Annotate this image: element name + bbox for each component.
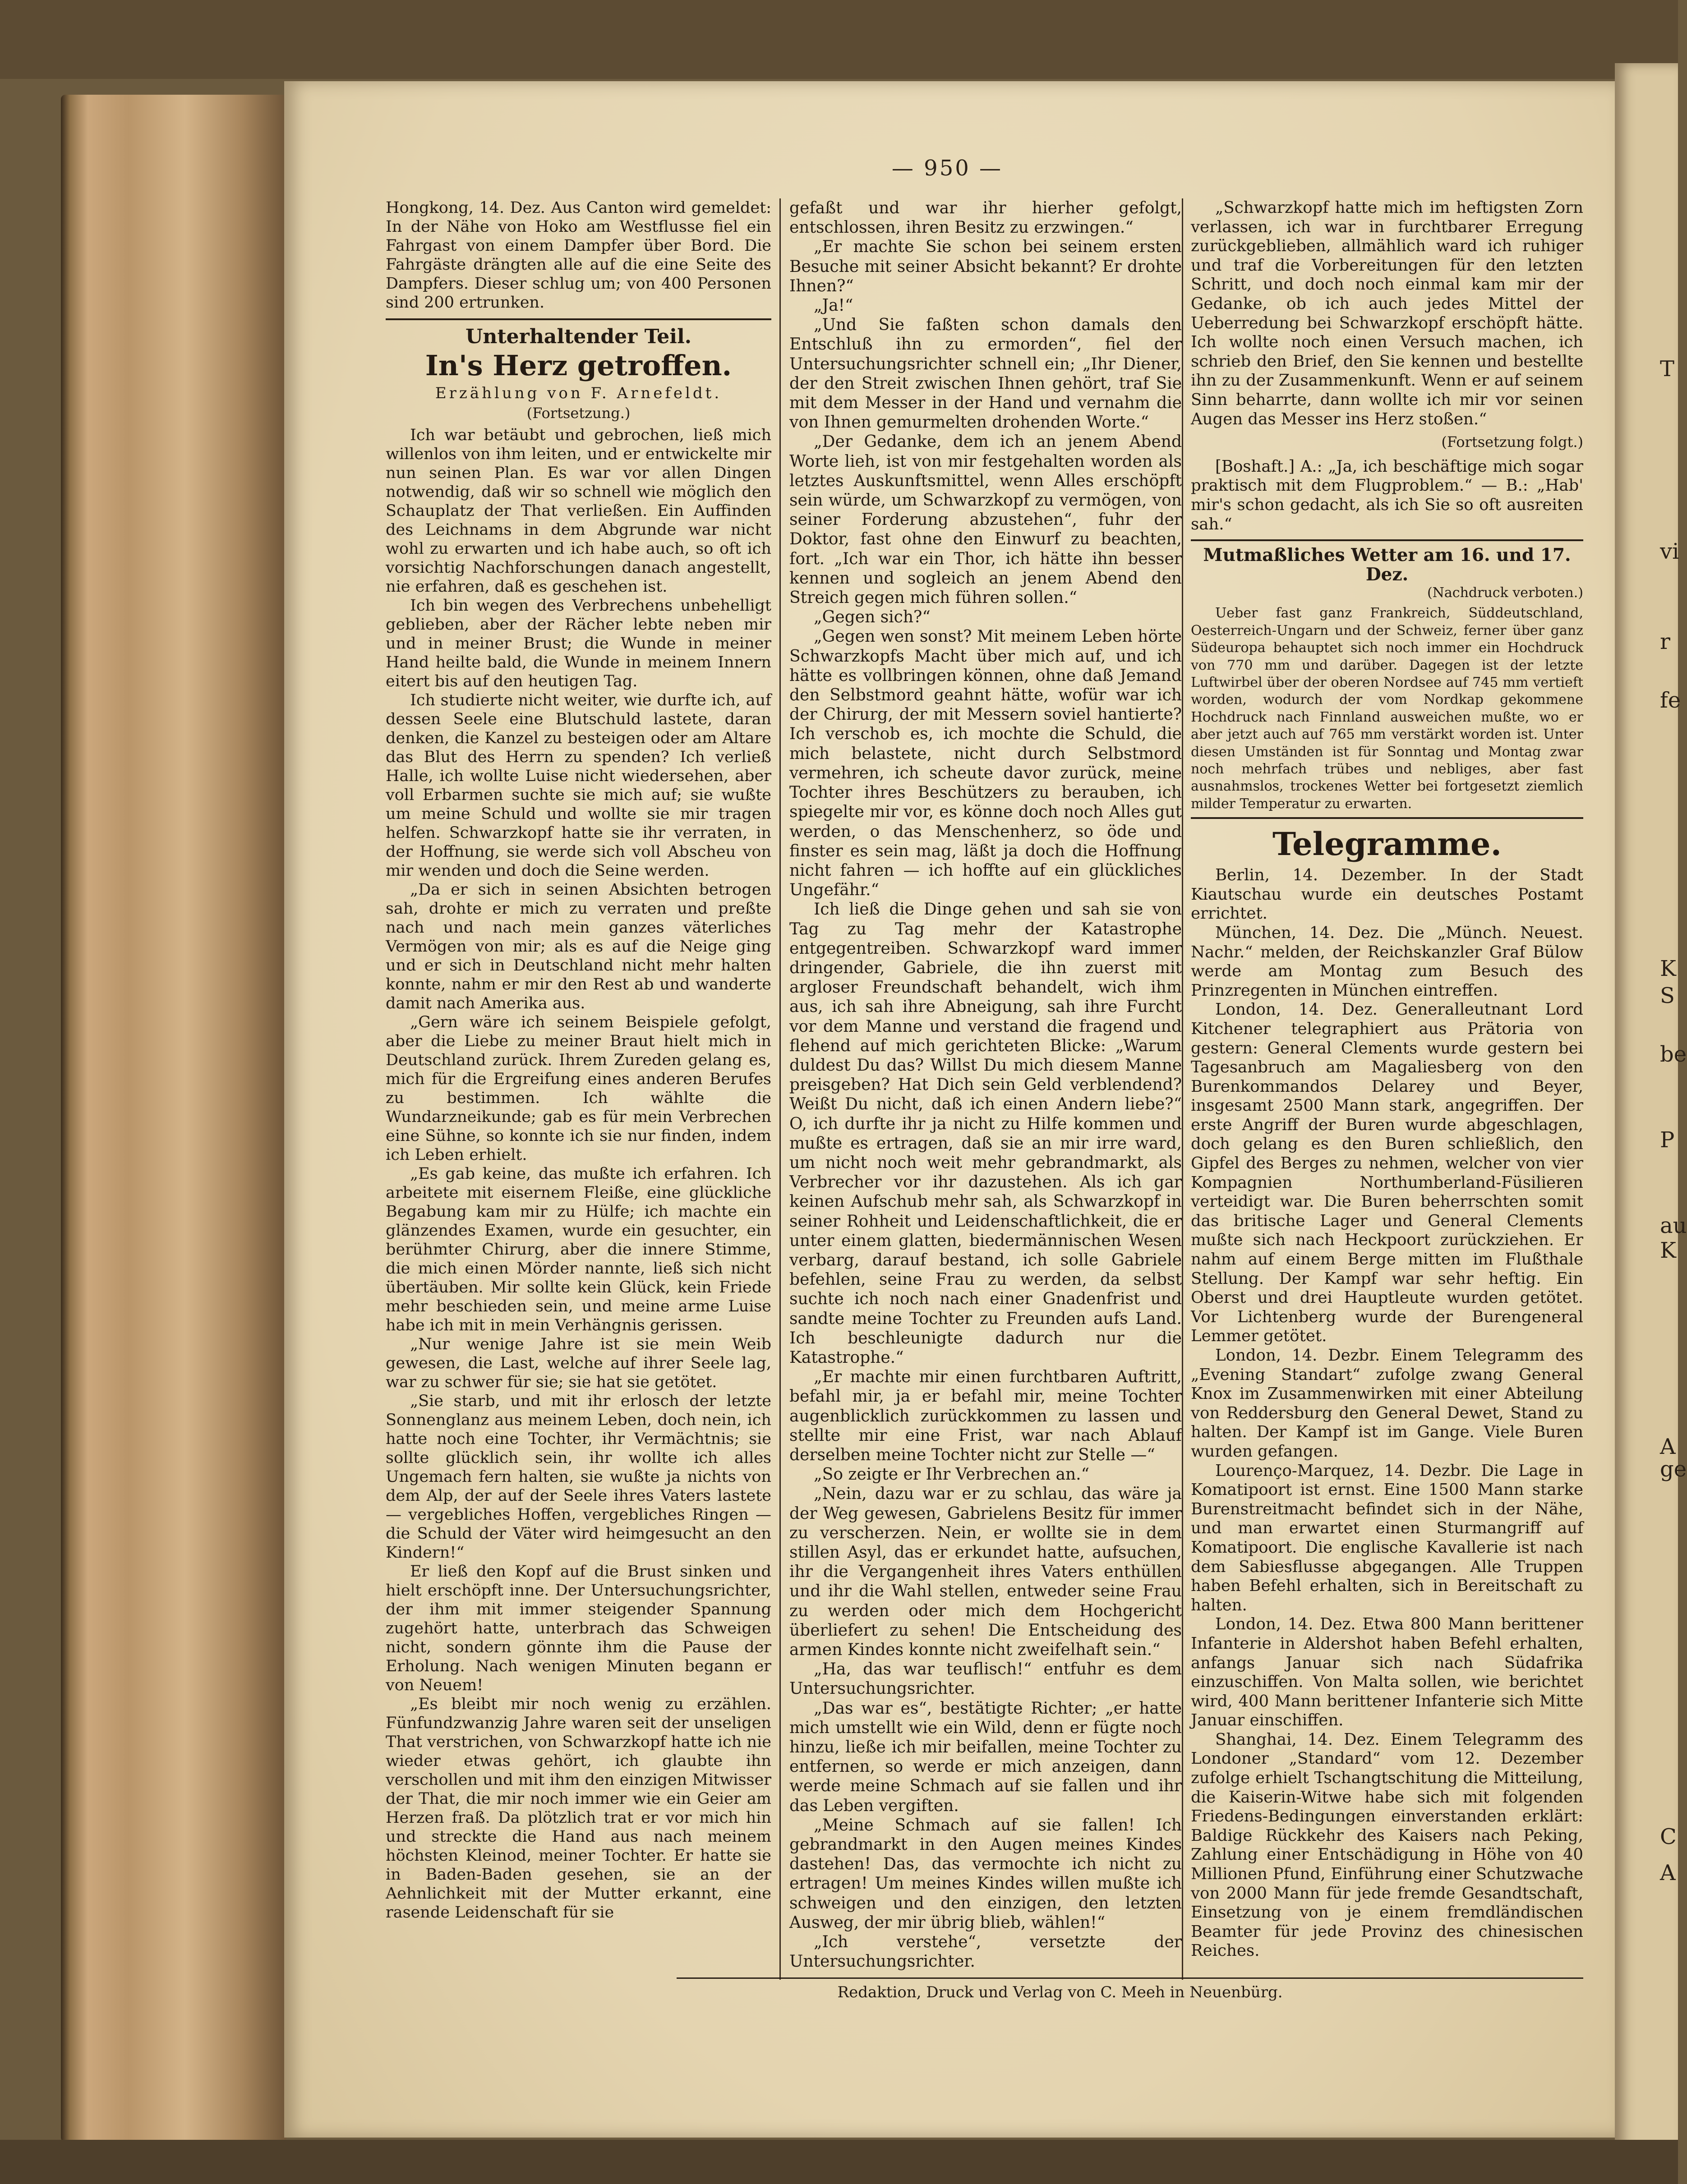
telegram-item: London, 14. Dezbr. Einem Telegramm des „Evening Standart“ zufolge zwang General Knox im Zusammenwirken mit einer Abteilung von Reddersburg den General Dewet, Stand zu halten. Der Kampf ist im Gange. Viele Buren wurden gefangen. bbox=[1191, 1346, 1583, 1461]
section-divider bbox=[1191, 539, 1583, 541]
story-paragraph: „Meine Schmach auf sie fallen! Ich gebrandmarkt in den Augen meines Kindes dastehen! Das, das vermochte ich nicht zu ertragen! Um meines Kindes willen mußte ich schweigen und den einzigen, den letzten Ausweg, der mir übrig blieb, wählen!“ bbox=[789, 1816, 1182, 1932]
adjacent-page-fragment: P bbox=[1660, 1127, 1675, 1153]
imprint-footer: Redaktion, Druck und Verlag von C. Meeh in Neuenbürg. bbox=[837, 1983, 1283, 2001]
story-paragraph: „Er machte Sie schon bei seinem ersten Besuche mit seiner Absicht bekannt? Er drohte Ihnen?“ bbox=[789, 238, 1182, 295]
section-title: Unterhaltender Teil. bbox=[465, 325, 692, 348]
news-item-hongkong: Hongkong, 14. Dez. Aus Canton wird gemeldet: In der Nähe von Hoko am Westflusse fiel ein Fahrgast von einem Dampfer über Bord. Die Fahrgäste drängten alle auf die eine Seite des Dampfers. Dieser schlug um; von 400 Personen sind 200 ertrunken. bbox=[386, 199, 771, 312]
story-paragraph: „Er machte mir einen furchtbaren Auftritt, befahl mir, ja er befahl mir, meine Tochter augenblicklich zurückkommen zu lassen und stellte mir eine Frist, war nach Ablauf derselben meine Tochter nicht zur Stelle —“ bbox=[789, 1368, 1182, 1464]
telegram-item: London, 14. Dez. Generalleutnant Lord Kitchener telegraphiert aus Prätoria von gestern: General Clements wurde gestern bei Tagesanbruch am Magaliesberg von den Burenkommandos Delarey und Beyer, insgesamt 2500 Mann stark, angegriffen. Der erste Angriff der Buren wurde abgeschlagen, doch gelang es den Buren schließlich, den Gipfel des Berges zu nehmen, welcher von vier Kompagnien Northumberland-Füsilieren verteidigt war. Die Buren beherrschten somit das britische Lager und General Clements mußte sich nach Heckpoort zurückziehen. Er nahm auf einem Berge mitten im Flußthale Stellung. Der Kampf war sehr heftig. Ein Oberst und drei Hauptleute wurden getötet. Vor Lichtenberg wurde der Burengeneral Lemmer getötet. bbox=[1191, 1000, 1583, 1346]
adjacent-page-fragment: T bbox=[1660, 356, 1675, 382]
weather-title: Mutmaßliches Wetter am 16. und 17. Dez. bbox=[1203, 545, 1571, 585]
story-paragraph: „Gegen sich?“ bbox=[814, 608, 931, 627]
telegram-item: London, 14. Dez. Etwa 800 Mann berittener Infanterie in Aldershot haben Befehl erhalten, anfangs Januar sich nach Südafrika einzuschiffen. Von Malta sollen, wie berichtet wird, 400 Mann berittener Infanterie sich Mitte Januar einschiffen. bbox=[1191, 1615, 1583, 1730]
story-paragraph: „Das war es“, bestätigte Richter; „er hatte mich umstellt wie ein Wild, denn er fügte noch hinzu, ließe ich mir beifallen, meine Tochter zu entfernen, so werde er mich anzeigen, dann werde meine Schmach auf sie fallen und ihr das Leben vergiften. bbox=[789, 1699, 1182, 1815]
story-paragraph: gefaßt und war ihr hierher gefolgt, entschlossen, ihren Besitz zu erzwingen.“ bbox=[789, 199, 1182, 237]
adjacent-page-fragment: r bbox=[1660, 629, 1670, 654]
story-paragraph: „Schwarzkopf hatte mich im heftigsten Zorn verlassen, ich war in furchtbarer Erregung zurückgeblieben, allmählich ward ich ruhiger und traf die Vorbereitungen für den letzten Schritt, und doch noch einmal kam mir der Gedanke, ob ich auch jedes Mittel der Ueberredung bei Schwarzkopf erschöpft hätte. Ich wollte noch einen Versuch machen, ich schrieb den Brief, den Sie kennen und bestellte ihn zu der Zusammenkunft. Wenn er auf seinem Sinn beharrte, dann wollte ich mir vor seinen Augen das Messer ins Herz stoßen.“ bbox=[1191, 198, 1583, 428]
story-paragraph: Ich bin wegen des Verbrechens unbehelligt geblieben, aber der Rächer lebte neben mir und in meiner Brust; die Wunde in meiner Hand heilte bald, die Wunde in meinem Innern eitert bis auf den heutigen Tag. bbox=[386, 597, 771, 690]
adjacent-page-fragment: C bbox=[1660, 1824, 1677, 1849]
story-paragraph: „Und Sie faßten schon damals den Entschluß ihn zu ermorden“, fiel der Untersuchungsrichter schnell ein; „Ihr Diener, der den Streit zwischen Ihnen gehört, traf Sie mit dem Messer in der Hand und vernahm die von Ihnen gemurmelten drohenden Worte.“ bbox=[789, 316, 1182, 432]
adjacent-page-fragment: fe bbox=[1660, 688, 1681, 713]
adjacent-page-fragment: K bbox=[1660, 956, 1676, 981]
adjacent-page-fragment: vi bbox=[1660, 539, 1679, 564]
story-continued-note: (Fortsetzung.) bbox=[526, 405, 631, 422]
telegram-item: München, 14. Dez. Die „Münch. Neuest. Nachr.“ melden, der Reichskanzler Graf Bülow werde am Montag zum Besuch des Prinzregenten in München eintreffen. bbox=[1191, 923, 1583, 1000]
adjacent-page-fragment: ge bbox=[1660, 1457, 1687, 1482]
story-paragraph: „Da er sich in seinen Absichten betrogen sah, drohte er mich zu verraten und preßte nach und nach mein ganzes väterliches Vermögen von mir; als es auf die Neige ging und er sich in Deutschland nicht mehr halten konnte, nahm er mir den Rest ab und wanderte damit nach Amerika aus. bbox=[386, 881, 771, 1012]
story-paragraph: Ich ließ die Dinge gehen und sah sie von Tag zu Tag mehr der Katastrophe entgegentreiben. Schwarzkopf ward immer dringender, Gabriele, die ihn zuerst mit argloser Freundschaft behandelt, wich ihm aus, ich sah ihre Abneigung, sah ihre Furcht vor dem Manne und verstand die fragend und flehend auf mich gerichteten Blicke: „Warum duldest Du das? Willst Du mich diesem Manne preisgeben? Hat Dich sein Geld verblendend? Weißt Du nicht, daß ich einen Andern liebe?“ O, ich durfte ihr ja nicht zu Hilfe kommen und mußte es ertragen, daß sie an mir irre ward, um nicht noch weit mehr gebrandmarkt, als Verbrecher vor ihr dazustehen. Als ich gar keinen Aufschub mehr sah, als Schwarzkopf in seiner Rohheit und Leidenschaftlichkeit, die er unter einem glatten, biedermännischen Wesen verbarg, darauf bestand, ich solle Gabriele befehlen, seine Frau zu werden, da selbst suchte ich noch nach einer Gnadenfrist und sandte meine Tochter zu Freunden aufs Land. Ich beschleunigte dadurch nur die Katastrophe.“ bbox=[789, 900, 1182, 1367]
story-paragraph: „Ich verstehe“, versetzte der Untersuchungsrichter. bbox=[789, 1933, 1182, 1971]
adjacent-page-fragment: A bbox=[1660, 1434, 1676, 1459]
weather-copyright-note: (Nachdruck verboten.) bbox=[1427, 585, 1583, 601]
story-subtitle: Erzählung von F. Arnefeldt. bbox=[435, 384, 722, 402]
column-1 bbox=[386, 198, 771, 1922]
page-number: — 950 — bbox=[891, 156, 1003, 181]
telegrams-title: Telegramme. bbox=[1272, 825, 1502, 863]
story-paragraph: „Ja!“ bbox=[814, 296, 853, 315]
telegram-item: Lourenço-Marquez, 14. Dezbr. Die Lage in Komatipoort ist ernst. Eine 1500 Mann starke Burenstreitmacht befindet sich in der Nähe, und man erwartet einen Sturmangriff auf Komatipoort. Die englische Kavallerie ist nach dem Sabiesflusse abgegangen. Alle Truppen haben Befehl erhalten, sich in Bereitschaft zu halten. bbox=[1191, 1461, 1583, 1614]
adjacent-page-fragment: A bbox=[1660, 1860, 1676, 1885]
section-divider bbox=[386, 318, 771, 320]
story-paragraph: „Sie starb, und mit ihr erlosch der letzte Sonnenglanz aus meinem Leben, doch nein, ich hatte noch eine Tochter, ihr Vermächtnis; sie sollte glücklich sein, ihr wollte ich alles Ungemach fern halten, sie wußte ja nichts von dem Alp, der auf der Seele ihres Vaters lastete — vergebliches Hoffen, vergebliches Ringen — die Schuld der Väter wird heimgesucht an den Kindern!“ bbox=[386, 1392, 771, 1562]
adjacent-page-fragment: au bbox=[1660, 1213, 1687, 1238]
story-paragraph: „Nur wenige Jahre ist sie mein Weib gewesen, die Last, welche auf ihrer Seele lag, war zu schwer für sie; sie hat sie getötet. bbox=[386, 1335, 771, 1391]
story-paragraph: „So zeigte er Ihr Verbrechen an.“ bbox=[814, 1465, 1090, 1484]
joke-item: [Boshaft.] A.: „Ja, ich beschäftige mich sogar praktisch mit dem Flugproblem.“ — B.: „Hab' mir's schon gedacht, als ich Sie so oft ausreiten sah.“ bbox=[1191, 457, 1583, 533]
story-paragraph: „Ha, das war teuflisch!“ entfuhr es dem Untersuchungsrichter. bbox=[789, 1660, 1182, 1698]
story-paragraph: „Gern wäre ich seinem Beispiele gefolgt, aber die Liebe zu meiner Braut hielt mich in Deutschland zurück. Ihrem Zureden gelang es, mich für die Ergreifung eines anderen Berufes zu bestimmen. Ich wählte die Wundarzneikunde; gab es für mein Verbrechen eine Sühne, so konnte ich sie nur finden, indem ich Leben erhielt. bbox=[386, 1013, 771, 1164]
continued-note: (Fortsetzung folgt.) bbox=[1441, 433, 1583, 451]
column-3 bbox=[1191, 198, 1583, 1961]
story-paragraph: „Nein, dazu war er zu schlau, das wäre ja der Weg gewesen, Gabrielens Besitz für immer zu verscherzen. Nein, er wollte sie in dem stillen Asyl, das er erkundet hatte, aufsuchen, ihr die Vergangenheit ihres Vaters enthüllen und ihr die Wahl stellen, entweder seine Frau zu werden oder mich dem Hochgericht überliefert zu sehen! Die Entscheidung des armen Kindes konnte nicht zweifelhaft sein.“ bbox=[789, 1485, 1182, 1660]
story-paragraph: „Der Gedanke, dem ich an jenem Abend Worte lieh, ist von mir festgehalten worden als letztes Auskunftsmittel, wenn Alles erschöpft sein würde, um Schwarzkopf zu vermögen, von seiner Forderung abzustehen“, fuhr der Doktor, fast ohne den Einwurf zu beachten, fort. „Ich war ein Thor, ich hätte ihn besser kennen und sogleich an jenem Abend den Streich gegen mich führen sollen.“ bbox=[789, 432, 1182, 607]
story-title: In's Herz getroffen. bbox=[425, 349, 732, 382]
background-top bbox=[0, 0, 1678, 79]
adjacent-page-fragment: S bbox=[1660, 983, 1675, 1008]
story-paragraph: Ich studierte nicht weiter, wie durfte ich, auf dessen Seele eine Blutschuld lastete, daran denken, die Kanzel zu besteigen oder am Altare das Blut des Herrn zu spenden? Ich verließ Halle, ich wollte Luise nicht wiedersehen, aber voll Erbarmen suchte sie mich auf; sie wußte um meine Schuld und wollte sie mir tragen helfen. Schwarzkopf hatte sie ihr verraten, in der Hoffnung, sie werde sich voll Abscheu von mir wenden und doch die Seine werden. bbox=[386, 691, 771, 880]
section-divider bbox=[1191, 817, 1583, 819]
column-divider bbox=[1182, 198, 1183, 1980]
telegram-item: Shanghai, 14. Dez. Einem Telegramm des Londoner „Standard“ vom 12. Dezember zufolge erhielt Tschangtschitung die Mitteilung, die Kaiserin-Witwe habe sich mit folgenden Friedens-Bedingungen einverstanden erklärt: Baldige Rückkehr des Kaisers nach Peking, Zahlung einer Entschädigung in Höhe von 40 Millionen Pfund, Einführung einer Schutzwache von 2000 Mann für jede fremde Gesandtschaft, Einsetzung von je einem fremdländischen Beamter für jede Provinz des chinesischen Reiches. bbox=[1191, 1730, 1583, 1960]
adjacent-page-fragment: be bbox=[1660, 1042, 1687, 1067]
background-bottom bbox=[0, 2140, 1678, 2184]
story-paragraph: „Es bleibt mir noch wenig zu erzählen. Fünfundzwanzig Jahre waren seit der unseligen That verstrichen, von Schwarzkopf hatte ich nie wieder etwas gehört, ich glaubte ihn verschollen und mit ihm den einzigen Mitwisser der That, die mir noch immer wie ein Geier am Herzen fraß. Da plötzlich trat er vor mich hin und streckte die Hand aus nach meinem höchsten Kleinod, meiner Tochter. Er hatte sie in Baden-Baden gesehen, sie an der Aehnlichkeit mit der Mutter erkannt, eine rasende Leidenschaft für sie bbox=[386, 1695, 771, 1922]
story-paragraph: „Es gab keine, das mußte ich erfahren. Ich arbeitete mit eisernem Fleiße, eine glückliche Begabung kam mir zu Hülfe; ich machte ein glänzendes Examen, wurde ein gesuchter, ein berühmter Chirurg, aber die innere Stimme, die mich einen Mörder nannte, ließ sich nicht übertäuben. Mir sollte kein Glück, kein Friede mehr beschieden sein, und meine arme Luise habe ich mit in mein Verhängnis gerissen. bbox=[386, 1165, 771, 1334]
adjacent-page-fragment: K bbox=[1660, 1238, 1676, 1263]
column-divider bbox=[779, 198, 781, 1980]
weather-forecast-text: Ueber fast ganz Frankreich, Süddeutschland, Oesterreich-Ungarn und der Schweiz, ferner über ganz Südeuropa behauptet sich noch immer ein Hochdruck von 770 mm und darüber. Dagegen ist der letzte Luftwirbel über der oberen Nordsee auf 745 mm vertieft worden, wodurch der vom Nordkap gekommene Hochdruck nach Finnland ausweichen mußte, wo er aber jetzt auch auf 765 mm verstärkt worden ist. Unter diesen Umständen ist für Sonntag und Montag zwar noch mehrfach trübes und nebliges, aber fast ausnahmslos, trockenes Wetter bei fortgesetzt ziemlich milder Temperatur zu erwarten. bbox=[1191, 605, 1583, 812]
story-paragraph: Er ließ den Kopf auf die Brust sinken und hielt erschöpft inne. Der Untersuchungsrichter, der ihm mit immer steigender Spannung zugehört hatte, unterbrach das Schweigen nicht, sondern gönnte ihm die Pause der Erholung. Nach wenigen Minuten begann er von Neuem! bbox=[386, 1563, 771, 1694]
footer-rule bbox=[677, 1977, 1583, 1979]
column-2 bbox=[789, 198, 1182, 1971]
story-paragraph: Ich war betäubt und gebrochen, ließ mich willenlos von ihm leiten, und er entwickelte mir nun seinen Plan. Es war vor allen Dingen notwendig, daß wir so schnell wie möglich den Schauplatz der That verließen. Ein Auffinden des Leichnams in dem Abgrunde war nicht wohl zu erwarten und ich habe auch, so oft ich vorsichtig Nachforschungen danach angestellt, nie erfahren, daß es geschehen ist. bbox=[386, 426, 771, 596]
book-page-edges bbox=[61, 95, 286, 2142]
telegram-item: Berlin, 14. Dezember. In der Stadt Kiautschau wurde ein deutsches Postamt errichtet. bbox=[1191, 866, 1583, 923]
story-paragraph: „Gegen wen sonst? Mit meinem Leben hörte Schwarzkopfs Macht über mich auf, und ich hätte es vollbringen können, ohne daß Jemand den Selbstmord geahnt hätte, wofür war ich der Chirurg, der mit Messern soviel hantierte? Ich verschob es, ich mochte die Schuld, die mich belastete, nicht durch Selbstmord vermehren, ich scheute davor zurück, meine Tochter ihres Beschützers zu berauben, ich spiegelte mir vor, es könne doch noch Alles gut werden, o das Menschenherz, so öde und finster es sein mag, läßt ja doch die Hoffnung nicht fahren — ich hoffte auf ein glückliches Ungefähr.“ bbox=[789, 627, 1182, 900]
